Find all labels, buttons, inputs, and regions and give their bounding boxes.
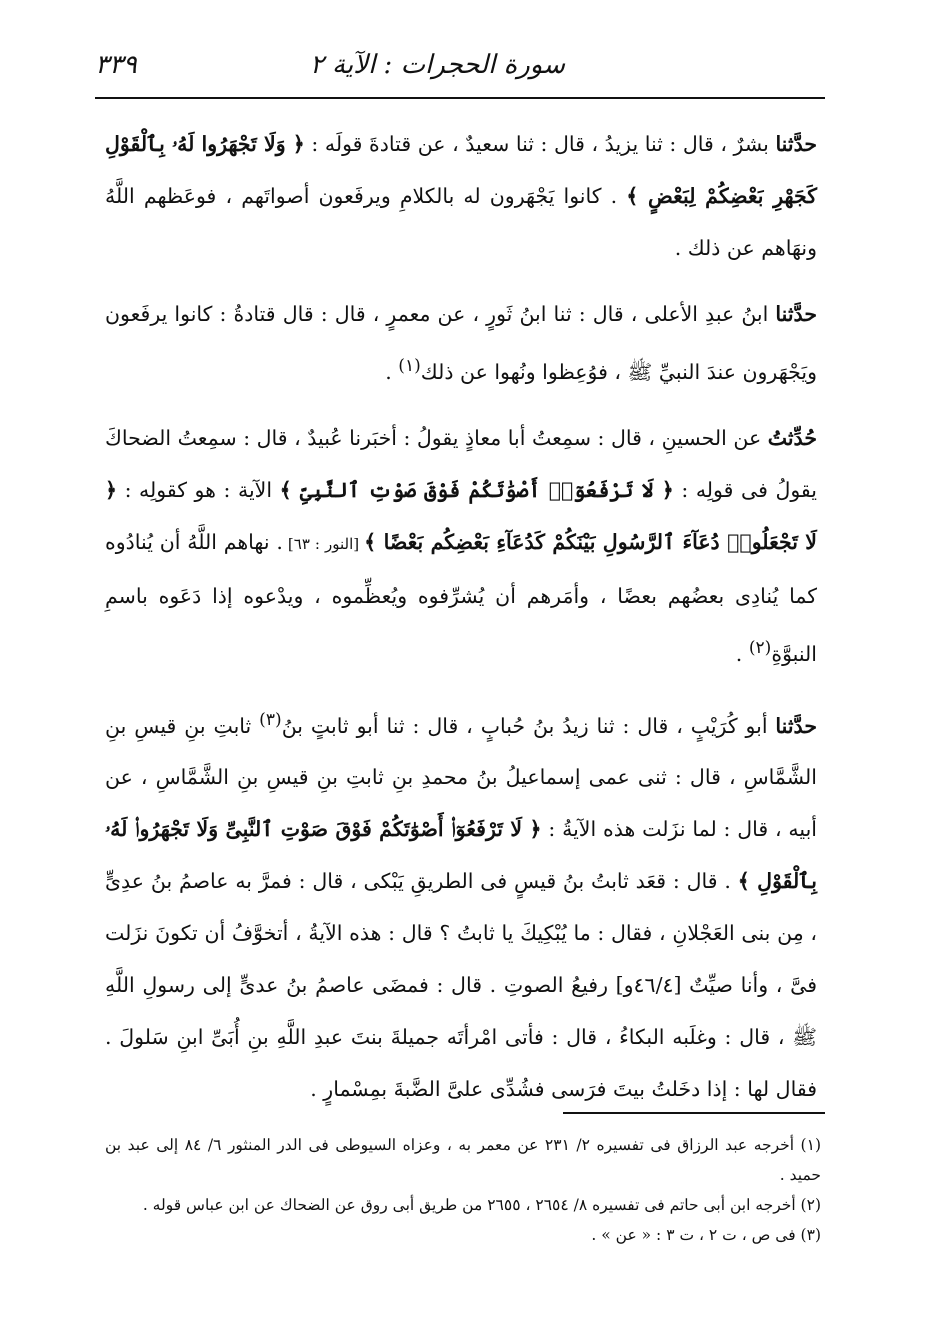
paragraph-text: . قال : قعَد ثابتُ بنُ قيسٍ فى الطريقِ يَبْكى ، قال : فمرَّ به عاصمُ بنُ عدِىٍّ ، مِن بنى العَجْلانِ ، فقال : ما يُبْكِيكَ يا ثابتُ ؟ قال : هذه الآيةُ ، أتخوَّفُ أن تكونَ نزَلت فىَّ ، وأنا صيِّتٌ [٤٦/٤و] رفيعُ الصوتِ . قال : فمضَى عاصمُ بنُ عدىٍّ إلى رسولِ اللَّهِ ﷺ ، قال : وغلَبه البكاءُ ، قال : فأتى امْرأتَه جميلةَ بنتَ عبدِ اللَّهِ بنِ أُبَىِّ ابنِ سَلولَ . فقال لها : إذا دخَلتُ بيتَ فرَسى فشُدِّى علىَّ الضَّبةَ بمِسْمارٍ . [105, 869, 817, 1102]
paragraph-4 [105, 694, 817, 1116]
paragraph-text: . كانوا يَجْهَرون له بالكلامِ ويرفَعون أصواتَهم ، فوعَظهم اللَّهُ ونهَاهم عن ذلك . [105, 184, 817, 260]
footnote-1: (١) أخرجه عبد الرزاق فى تفسيره ٢/ ٢٣١ عن معمر به ، وعزاه السيوطى فى الدر المنثور ٦/ ٨٤ إلى عبد بن حميد . [105, 1136, 821, 1184]
footnote-3: (٣) فى ص ، ت ٢ ، ت ٣ : « عن » . [591, 1226, 821, 1244]
paragraph-text: . نهاهم اللَّهُ أن يُنادُوه كما يُنادِى بعضُهم بعضًا ، وأمَرهم أن يُشرِّفوه ويُعظِّموه ، ويدْعوه إذا دَعَوه باسمِ النبوَّةِ [105, 529, 817, 666]
isnad-lead: حدَّثنا [775, 132, 818, 156]
paragraph-text: أبو كُرَيْبٍ ، قال : ثنا زيدُ بنُ حُبابٍ ، قال : ثنا أبو ثابتٍ بنُ [281, 713, 776, 738]
paragraph-1 [105, 118, 817, 274]
page-header [95, 44, 825, 96]
paragraph-text: عن الحسينِ ، قال : سمِعتُ أبا معاذٍ يقولُ : أخبَرنا عُبيدٌ ، قال : سمِعتُ الضحاكَ يقولُ فى قولِه : [105, 425, 818, 502]
footnote-marker: (١) [398, 356, 421, 376]
paragraph-2 [105, 288, 817, 398]
isnad-lead: حدَّثنا [775, 713, 817, 738]
footnote-marker: (٣) [259, 709, 282, 730]
paragraph-text: بشرٌ ، قال : ثنا يزيدُ ، قال : ثنا سعيدٌ ، عن قتادةَ قولَه : [304, 132, 776, 156]
surah-reference: [النور : ٦٣] [282, 534, 365, 553]
isnad-lead: حدَّثنا [775, 302, 817, 326]
footnote-rule [563, 1112, 825, 1114]
paragraph-text: ثابتِ بنِ قيسِ بنِ الشَّمَّاسِ ، قال : ثنى عمى إسماعيلُ بنُ محمدِ بنِ ثابتِ بنِ قيسِ بنِ الشَّمَّاسِ ، عن أبيه ، قال : لما نزَلت هذه الآيةُ : [105, 713, 817, 842]
footnotes [105, 1130, 821, 1250]
quran-quote: ﴿ لَا تَجْعَلُوا۟ دُعَآءَ ٱلرَّسُولِ بَيْنَكُمْ كَدُعَآءِ بَعْضِكُم بَعْضًا ﴾ [105, 477, 817, 554]
isnad-lead: حُدِّثتُ [767, 425, 817, 450]
paragraph-3 [105, 412, 817, 680]
quran-quote: ﴿ لَا تَرْفَعُوٓا۟ أَصْوَٰتَكُمْ فَوْقَ صَوْتِ ٱلنَّبِىِّ ﴾ [279, 477, 674, 502]
page-title: سورة الحجرات : الآية ٢ [309, 50, 565, 80]
quran-quote: ﴿ لَا تَرْفَعُوٓا۟ أَصْوَٰتَكُمْ فَوْقَ صَوْتِ ٱلنَّبِىِّ وَلَا تَجْهَرُوا۟ لَهُۥ بِٱلْقَوْلِ ﴾ [105, 817, 817, 894]
footnote-2: (٢) أخرجه ابن أبى حاتم فى تفسيره ٨/ ٢٦٥٤ ، ٢٦٥٥ من طريق أبى روق عن الضحاك عن ابن عباس قوله . [142, 1196, 821, 1214]
footnote-marker: (٢) [748, 637, 772, 658]
page-number: ٣٣٩ [95, 50, 137, 80]
paragraph-text: . [385, 359, 399, 384]
quran-quote: ﴿ وَلَا تَجْهَرُوا لَهُۥ بِٱلْقَوْلِ كَجَهْرِ بَعْضِكُمْ لِبَعْضٍ ﴾ [105, 132, 817, 208]
paragraph-text: . [735, 641, 749, 666]
body-text [105, 118, 817, 1129]
header-rule [95, 97, 825, 99]
paragraph-text: الآية : هو كقولِه : [117, 477, 280, 502]
paragraph-text: ابنُ عبدِ الأعلى ، قال : ثنا ابنُ ثَورٍ ، عن معمرٍ ، قال : قال قتادةُ : كانوا يرفَعون ويَجْهَرون عندَ النبيِّ ﷺ ، فوُعِظوا ونُهوا عن ذلك [105, 302, 817, 384]
